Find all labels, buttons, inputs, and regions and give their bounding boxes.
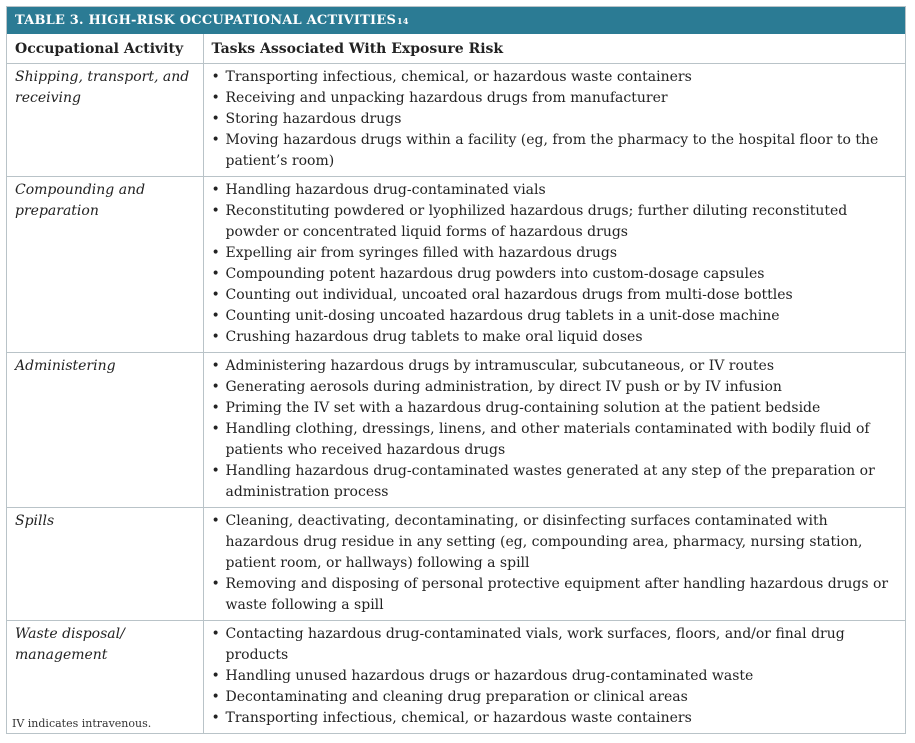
task-text: Transporting infectious, chemical, or hazardous waste containers: [225, 710, 692, 726]
tasks-cell: [203, 353, 905, 508]
tasks-cell: [203, 177, 905, 353]
task-text: Expelling air from syringes filled with hazardous drugs: [225, 245, 618, 261]
task-text: Crushing hazardous drug tablets to make oral liquid doses: [225, 329, 643, 345]
bullet-icon: •: [211, 463, 220, 479]
tasks-cell: [203, 508, 905, 621]
tasks-list: [212, 67, 898, 172]
task-list-item: [212, 461, 898, 503]
tasks-list: [212, 511, 898, 616]
bullet-icon: •: [211, 69, 220, 85]
task-list-item: [212, 67, 898, 88]
task-text: Moving hazardous drugs within a facility (eg, from the pharmacy to the hospital floor to the patient’s room): [225, 132, 879, 169]
task-list-item: [212, 574, 898, 616]
task-list-item: [212, 201, 898, 243]
task-list-item: [212, 88, 898, 109]
bullet-icon: •: [211, 626, 220, 642]
task-text: Removing and disposing of personal protective equipment after handling hazardous drugs or waste following a spill: [225, 576, 889, 613]
task-list-item: [212, 243, 898, 264]
table-footnote: IV indicates intravenous.: [12, 717, 152, 730]
task-list-item: [212, 624, 898, 666]
bullet-icon: •: [211, 379, 220, 395]
bullet-icon: •: [211, 132, 220, 148]
task-text: Transporting infectious, chemical, or hazardous waste containers: [225, 69, 692, 85]
table-title-bar: [7, 7, 905, 34]
occupational-activity-cell: Spills: [7, 508, 203, 621]
task-list-item: [212, 356, 898, 377]
task-text: Cleaning, deactivating, decontaminating, or disinfecting surfaces contaminated with hazardous drug residue in any setting (eg, compounding area, pharmacy, nursing station, patient room, or hallways) following a spill: [225, 513, 863, 571]
bullet-icon: •: [211, 689, 220, 705]
task-text: Storing hazardous drugs: [225, 111, 402, 127]
tasks-list: [212, 180, 898, 348]
task-list-item: [212, 708, 898, 729]
task-list-item: [212, 666, 898, 687]
header-row: [7, 34, 905, 64]
table-title: TABLE 3. HIGH-RISK OCCUPATIONAL ACTIVITIES: [15, 13, 397, 28]
bullet-icon: •: [211, 668, 220, 684]
table-body: [7, 64, 905, 734]
task-text: Priming the IV set with a hazardous drug-containing solution at the patient bedside: [225, 400, 821, 416]
bullet-icon: •: [211, 400, 220, 416]
bullet-icon: •: [211, 329, 220, 345]
task-list-item: [212, 398, 898, 419]
bullet-icon: •: [211, 203, 220, 219]
occupational-activities-table: [6, 6, 906, 734]
bullet-icon: •: [211, 266, 220, 282]
table-row: [7, 177, 905, 353]
tasks-cell: [203, 621, 905, 734]
bullet-icon: •: [211, 710, 220, 726]
task-list-item: [212, 285, 898, 306]
task-text: Administering hazardous drugs by intramuscular, subcutaneous, or IV routes: [225, 358, 775, 374]
task-text: Counting unit-dosing uncoated hazardous drug tablets in a unit-dose machine: [225, 308, 780, 324]
activities-table: [7, 34, 905, 733]
task-text: Decontaminating and cleaning drug preparation or clinical areas: [225, 689, 688, 705]
table-row: [7, 353, 905, 508]
bullet-icon: •: [211, 287, 220, 303]
bullet-icon: •: [211, 308, 220, 324]
bullet-icon: •: [211, 576, 220, 592]
bullet-icon: •: [211, 421, 220, 437]
bullet-icon: •: [211, 90, 220, 106]
task-text: Handling clothing, dressings, linens, and other materials contaminated with bodily fluid of patients who received hazardous drugs: [225, 421, 870, 458]
bullet-icon: •: [211, 182, 220, 198]
occupational-activity-cell: Administering: [7, 353, 203, 508]
task-list-item: [212, 511, 898, 574]
task-text: Handling hazardous drug-contaminated vials: [225, 182, 546, 198]
task-list-item: [212, 419, 898, 461]
table-row: [7, 508, 905, 621]
task-text: Counting out individual, uncoated oral hazardous drugs from multi-dose bottles: [225, 287, 793, 303]
tasks-list: [212, 624, 898, 729]
occupational-activity-cell: Waste disposal/ management: [7, 621, 203, 734]
tasks-list: [212, 356, 898, 503]
occupational-activity-cell: Shipping, transport, and receiving: [7, 64, 203, 177]
task-text: Contacting hazardous drug-contaminated vials, work surfaces, floors, and/or final drug products: [225, 626, 845, 663]
task-text: Generating aerosols during administration, by direct IV push or by IV infusion: [225, 379, 782, 395]
task-text: Compounding potent hazardous drug powders into custom-dosage capsules: [225, 266, 765, 282]
task-list-item: [212, 377, 898, 398]
task-text: Handling hazardous drug-contaminated wastes generated at any step of the preparation or administration process: [225, 463, 875, 500]
task-list-item: [212, 264, 898, 285]
bullet-icon: •: [211, 358, 220, 374]
task-list-item: [212, 180, 898, 201]
table-title-reference: 14: [397, 15, 409, 26]
task-list-item: [212, 306, 898, 327]
occupational-activity-cell: Compounding and preparation: [7, 177, 203, 353]
task-list-item: [212, 109, 898, 130]
task-text: Receiving and unpacking hazardous drugs from manufacturer: [225, 90, 668, 106]
task-text: Reconstituting powdered or lyophilized hazardous drugs; further diluting reconstituted powder or concentrated liquid forms of hazardous drugs: [225, 203, 848, 240]
table-row: [7, 64, 905, 177]
bullet-icon: •: [211, 111, 220, 127]
header-tasks: Tasks Associated With Exposure Risk: [203, 34, 905, 64]
task-list-item: [212, 687, 898, 708]
tasks-cell: [203, 64, 905, 177]
header-occupational-activity: Occupational Activity: [7, 34, 203, 64]
task-list-item: [212, 130, 898, 172]
task-list-item: [212, 327, 898, 348]
bullet-icon: •: [211, 245, 220, 261]
task-text: Handling unused hazardous drugs or hazardous drug-contaminated waste: [225, 668, 754, 684]
bullet-icon: •: [211, 513, 220, 529]
